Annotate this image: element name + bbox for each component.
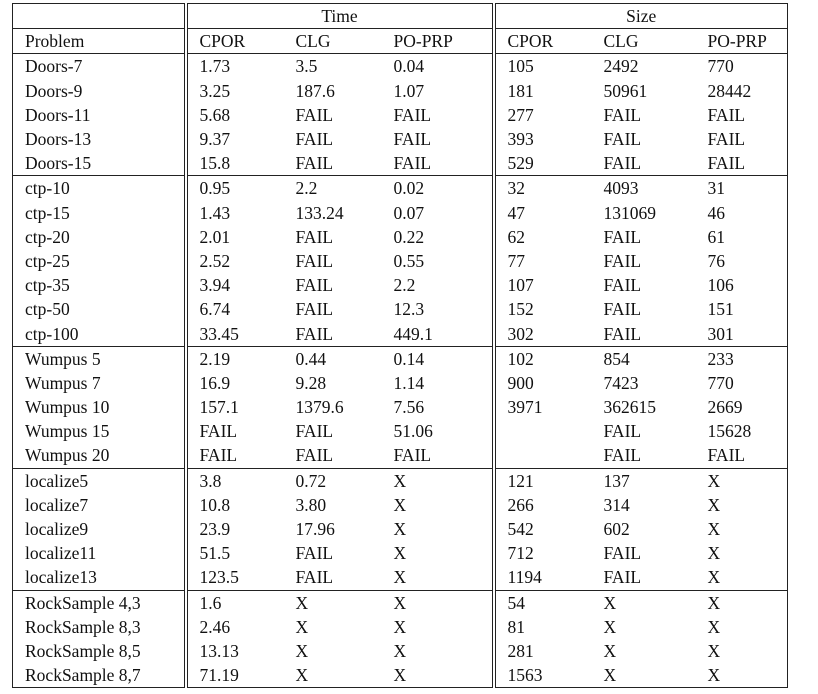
cell-time-clg: FAIL (295, 299, 334, 320)
table-row (13, 541, 788, 565)
cell-time-po-prp: X (382, 517, 494, 541)
table-row (13, 273, 788, 297)
cell-time-clg: 133.24 (295, 202, 344, 223)
cell-problem: RockSample 8,3 (13, 615, 186, 639)
cell-size-cpor: 77 (507, 250, 525, 271)
cell-size-cpor: 81 (507, 616, 525, 637)
cell-time-cpor: 1.43 (199, 202, 231, 223)
cell-time-po-prp: FAIL (382, 443, 494, 468)
cell-size-cpor: 32 (494, 176, 592, 201)
cell-time-clg: 187.6 (295, 80, 335, 101)
cell-time-clg: X (295, 616, 309, 637)
cell-problem: localize11 (13, 541, 186, 565)
table-row (13, 419, 788, 443)
table-row (13, 346, 788, 371)
cell-time-clg: 17.96 (295, 519, 335, 540)
cell-time-po-prp: 449.1 (382, 321, 494, 346)
cell-size-clg: FAIL (603, 299, 642, 320)
table-row (13, 103, 788, 127)
cell-size-cpor: 302 (507, 323, 534, 344)
cell-time-clg: X (284, 590, 382, 615)
cell-size-cpor: 121 (494, 468, 592, 493)
cell-problem: Wumpus 10 (13, 395, 186, 419)
cell-time-clg: 1379.6 (295, 397, 344, 418)
table-row (13, 493, 788, 517)
column-header-problem: Problem (13, 29, 186, 54)
cell-size-po-prp: X (696, 663, 788, 688)
cell-problem: RockSample 8,7 (13, 663, 186, 688)
cell-time-po-prp: 1.14 (382, 371, 494, 395)
cell-size-cpor (494, 419, 592, 443)
cell-size-po-prp: 2669 (696, 395, 788, 419)
cell-size-clg: FAIL (603, 567, 642, 588)
cell-time-po-prp: 51.06 (382, 419, 494, 443)
cell-size-po-prp: X (696, 517, 788, 541)
cell-size-po-prp: FAIL (696, 127, 788, 151)
table-row (13, 225, 788, 249)
cell-size-po-prp: 301 (696, 321, 788, 346)
table-row (13, 176, 788, 201)
cell-time-cpor: 71.19 (186, 663, 284, 688)
cell-size-clg: FAIL (603, 323, 642, 344)
cell-problem: ctp-10 (13, 176, 186, 201)
cell-problem: localize13 (13, 565, 186, 590)
cell-time-po-prp: X (382, 468, 494, 493)
cell-time-cpor: 2.19 (186, 346, 284, 371)
cell-size-cpor: 281 (507, 640, 534, 661)
cell-size-po-prp: 151 (696, 297, 788, 321)
cell-size-cpor: 152 (507, 299, 534, 320)
cell-time-cpor: 6.74 (199, 299, 231, 320)
cell-size-po-prp: X (696, 565, 788, 590)
cell-problem: Doors-15 (13, 151, 186, 176)
cell-time-cpor: 5.68 (199, 104, 231, 125)
cell-size-po-prp: 770 (696, 371, 788, 395)
cell-time-po-prp: 0.02 (382, 176, 494, 201)
cell-size-po-prp: 28442 (696, 79, 788, 103)
cell-size-po-prp: FAIL (696, 103, 788, 127)
cell-time-cpor: 3.94 (199, 275, 231, 296)
cell-problem: localize9 (13, 517, 186, 541)
cell-size-clg: 2492 (592, 54, 696, 79)
cell-time-cpor: 2.01 (199, 226, 231, 247)
cell-problem: ctp-25 (13, 249, 186, 273)
results-table (12, 3, 788, 688)
cell-problem: localize5 (13, 468, 186, 493)
cell-time-cpor: 16.9 (199, 372, 231, 393)
cell-size-clg: X (603, 616, 617, 637)
cell-size-cpor: 1194 (507, 567, 542, 588)
cell-size-po-prp: 31 (696, 176, 788, 201)
group-header-row (13, 4, 788, 29)
cell-time-cpor: FAIL (199, 421, 238, 442)
cell-time-cpor: 3.25 (199, 80, 231, 101)
table-row (13, 371, 788, 395)
cell-problem: Wumpus 5 (13, 346, 186, 371)
cell-time-cpor: 3.8 (186, 468, 284, 493)
cell-problem: ctp-100 (13, 321, 186, 346)
cell-time-po-prp: X (382, 541, 494, 565)
cell-size-cpor (494, 443, 592, 468)
cell-time-po-prp: FAIL (382, 127, 494, 151)
cell-time-po-prp: 0.04 (382, 54, 494, 79)
column-header-time-clg: CLG (284, 29, 382, 54)
cell-time-cpor: 15.8 (199, 153, 231, 174)
cell-problem: Doors-11 (13, 103, 186, 127)
cell-time-clg: FAIL (295, 275, 334, 296)
table-row (13, 127, 788, 151)
cell-time-clg: FAIL (295, 104, 334, 125)
cell-time-po-prp: 0.55 (382, 249, 494, 273)
cell-time-po-prp: X (382, 639, 494, 663)
cell-time-clg: FAIL (295, 421, 334, 442)
table-row (13, 517, 788, 541)
cell-time-po-prp: X (382, 565, 494, 590)
cell-size-clg: 137 (592, 468, 696, 493)
cell-time-clg: FAIL (295, 226, 334, 247)
cell-time-cpor: 2.52 (199, 250, 231, 271)
cell-size-cpor: 62 (507, 226, 525, 247)
cell-problem: ctp-20 (13, 225, 186, 249)
cell-problem: Doors-13 (13, 127, 186, 151)
cell-size-cpor: 529 (507, 153, 534, 174)
cell-time-cpor: 9.37 (199, 129, 231, 150)
cell-size-po-prp: X (696, 590, 788, 615)
cell-size-cpor: 900 (507, 372, 534, 393)
cell-time-cpor: 123.5 (199, 567, 239, 588)
table-row (13, 443, 788, 468)
cell-time-po-prp: 0.07 (382, 201, 494, 225)
cell-size-clg: FAIL (603, 543, 642, 564)
cell-problem: Wumpus 20 (13, 443, 186, 468)
column-header-time-po-prp: PO-PRP (382, 29, 494, 54)
time-group-header: Time (186, 4, 494, 29)
cell-time-cpor: 23.9 (199, 519, 231, 540)
cell-size-po-prp: 76 (696, 249, 788, 273)
cell-problem: RockSample 8,5 (13, 639, 186, 663)
cell-size-po-prp: X (696, 493, 788, 517)
table-row (13, 590, 788, 615)
cell-size-po-prp: 61 (696, 225, 788, 249)
column-header-size-clg: CLG (592, 29, 696, 54)
cell-time-clg: FAIL (295, 543, 334, 564)
cell-time-cpor: FAIL (199, 445, 238, 466)
cell-size-clg: FAIL (603, 226, 642, 247)
table-row (13, 395, 788, 419)
cell-size-cpor: 266 (507, 494, 534, 515)
cell-size-po-prp: X (696, 541, 788, 565)
cell-size-clg: 4093 (592, 176, 696, 201)
cell-problem: Doors-9 (13, 79, 186, 103)
cell-time-cpor: 0.95 (186, 176, 284, 201)
cell-size-po-prp: X (696, 615, 788, 639)
cell-size-clg: 362615 (603, 397, 656, 418)
table-row (13, 201, 788, 225)
cell-size-clg: FAIL (603, 153, 642, 174)
size-group-header: Size (494, 4, 788, 29)
cell-size-cpor: 3971 (507, 397, 543, 418)
cell-size-po-prp: 106 (696, 273, 788, 297)
cell-time-po-prp: X (382, 615, 494, 639)
cell-size-clg: 131069 (603, 202, 656, 223)
cell-time-cpor: 2.46 (199, 616, 231, 637)
cell-size-clg: FAIL (603, 104, 642, 125)
cell-size-po-prp: 46 (696, 201, 788, 225)
cell-problem: Wumpus 15 (13, 419, 186, 443)
cell-time-cpor: 51.5 (199, 543, 231, 564)
cell-size-po-prp: FAIL (696, 151, 788, 176)
cell-time-po-prp: 12.3 (382, 297, 494, 321)
cell-time-clg: 3.5 (284, 54, 382, 79)
cell-time-po-prp: FAIL (382, 103, 494, 127)
cell-time-clg: FAIL (295, 250, 334, 271)
cell-size-cpor: 542 (507, 519, 534, 540)
cell-time-cpor: 1.73 (186, 54, 284, 79)
cell-size-po-prp: 770 (696, 54, 788, 79)
cell-time-po-prp: 2.2 (382, 273, 494, 297)
cell-time-clg: FAIL (295, 445, 334, 466)
cell-size-cpor: 393 (507, 129, 534, 150)
empty-corner-cell (13, 4, 186, 29)
cell-size-clg: 50961 (603, 80, 648, 101)
column-header-size-cpor: CPOR (494, 29, 592, 54)
table-row (13, 615, 788, 639)
table-row (13, 79, 788, 103)
cell-problem: Doors-7 (13, 54, 186, 79)
cell-size-clg: 854 (592, 346, 696, 371)
cell-time-clg: FAIL (295, 153, 334, 174)
cell-size-po-prp: X (696, 639, 788, 663)
cell-problem: ctp-50 (13, 297, 186, 321)
cell-time-cpor: 157.1 (199, 397, 239, 418)
cell-size-clg: 602 (603, 519, 630, 540)
cell-size-clg: FAIL (603, 275, 642, 296)
cell-time-cpor: 10.8 (199, 494, 231, 515)
cell-time-clg: 9.28 (295, 372, 327, 393)
table-row (13, 249, 788, 273)
cell-size-po-prp: 15628 (696, 419, 788, 443)
cell-size-po-prp: 233 (696, 346, 788, 371)
cell-size-cpor: 1563 (494, 663, 592, 688)
table-row (13, 297, 788, 321)
cell-problem: RockSample 4,3 (13, 590, 186, 615)
cell-problem: Wumpus 7 (13, 371, 186, 395)
cell-size-po-prp: FAIL (696, 443, 788, 468)
table-row (13, 151, 788, 176)
table-row (13, 468, 788, 493)
table-row (13, 565, 788, 590)
cell-time-clg: X (295, 640, 309, 661)
cell-size-clg: X (592, 590, 696, 615)
cell-time-clg: X (284, 663, 382, 688)
cell-size-cpor: 105 (494, 54, 592, 79)
cell-time-po-prp: FAIL (382, 151, 494, 176)
column-header-row (13, 29, 788, 54)
cell-time-cpor: 13.13 (199, 640, 239, 661)
cell-size-po-prp: X (696, 468, 788, 493)
cell-time-cpor: 1.6 (186, 590, 284, 615)
cell-time-clg: 2.2 (284, 176, 382, 201)
cell-time-po-prp: X (382, 590, 494, 615)
cell-size-cpor: 181 (507, 80, 534, 101)
cell-time-clg: FAIL (295, 567, 334, 588)
cell-size-cpor: 712 (507, 543, 534, 564)
cell-size-cpor: 47 (507, 202, 525, 223)
table-row (13, 639, 788, 663)
cell-time-po-prp: 0.22 (382, 225, 494, 249)
cell-time-po-prp: X (382, 493, 494, 517)
cell-size-cpor: 54 (494, 590, 592, 615)
cell-size-clg: 314 (603, 494, 630, 515)
cell-size-clg: FAIL (603, 129, 642, 150)
cell-size-clg: FAIL (603, 250, 642, 271)
cell-size-clg: FAIL (603, 445, 642, 466)
column-header-size-po-prp: PO-PRP (696, 29, 788, 54)
cell-size-clg: X (592, 663, 696, 688)
table-body (13, 54, 788, 688)
cell-size-clg: X (603, 640, 617, 661)
cell-time-clg: 0.44 (284, 346, 382, 371)
cell-size-clg: FAIL (603, 421, 642, 442)
table-row (13, 663, 788, 688)
cell-size-clg: 7423 (603, 372, 639, 393)
cell-time-po-prp: 1.07 (382, 79, 494, 103)
cell-problem: ctp-15 (13, 201, 186, 225)
cell-time-cpor: 33.45 (199, 323, 239, 344)
cell-problem: localize7 (13, 493, 186, 517)
cell-time-po-prp: 7.56 (382, 395, 494, 419)
cell-time-clg: FAIL (295, 129, 334, 150)
cell-time-po-prp: X (382, 663, 494, 688)
cell-size-cpor: 102 (494, 346, 592, 371)
column-header-time-cpor: CPOR (186, 29, 284, 54)
cell-time-po-prp: 0.14 (382, 346, 494, 371)
cell-time-clg: 0.72 (284, 468, 382, 493)
cell-time-clg: FAIL (295, 323, 334, 344)
cell-problem: ctp-35 (13, 273, 186, 297)
cell-time-clg: 3.80 (295, 494, 327, 515)
table-row (13, 54, 788, 79)
cell-size-cpor: 107 (507, 275, 534, 296)
table-row (13, 321, 788, 346)
cell-size-cpor: 277 (507, 104, 534, 125)
